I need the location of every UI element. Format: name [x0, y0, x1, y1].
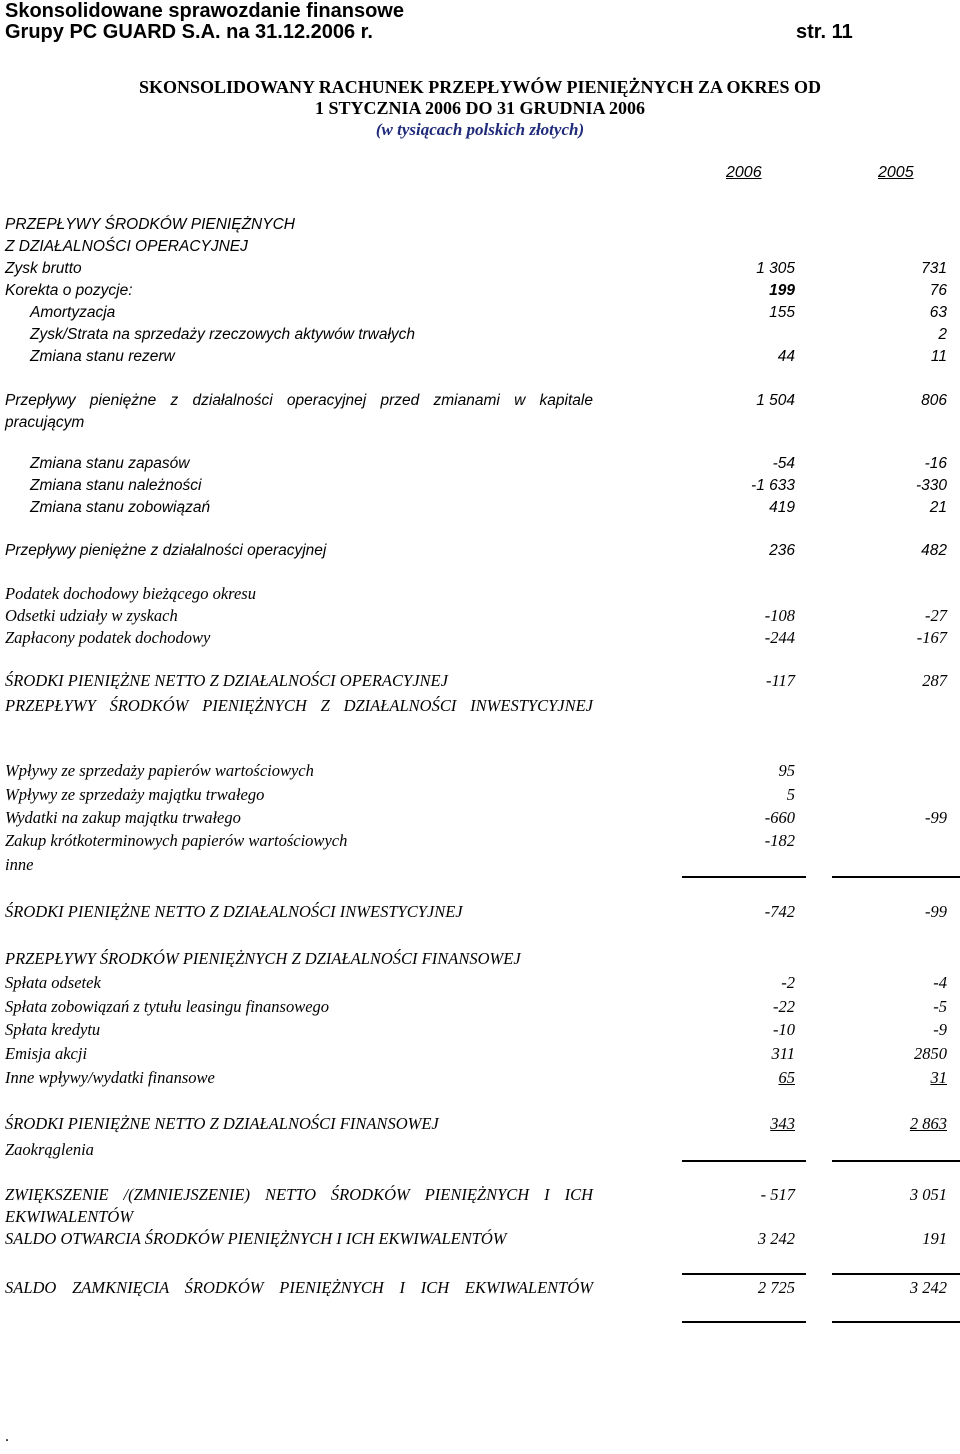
value-2005: 2	[938, 326, 947, 343]
value-2005: -27	[925, 606, 947, 625]
value-2006: 155	[769, 304, 795, 321]
row-label: Zmiana stanu rezerw	[30, 348, 175, 365]
table-row	[0, 302, 960, 324]
table-row	[0, 497, 960, 519]
table-row-total-investing	[0, 901, 960, 923]
row-label: Zmiana stanu zobowiązań	[30, 499, 211, 516]
value-2005: 2850	[914, 1044, 947, 1063]
value-2005: 2 863	[909, 1114, 947, 1133]
table-row-opening-balance	[0, 1228, 960, 1250]
value-2005: -16	[924, 455, 947, 472]
value-2005: 287	[922, 671, 947, 690]
row-label: Wpływy ze sprzedaży papierów wartościowych	[5, 761, 314, 780]
row-label: Zmiana stanu należności	[30, 477, 202, 494]
sum-rule-2006	[682, 1273, 806, 1275]
value-2006: -108	[764, 606, 795, 625]
table-row	[0, 854, 960, 876]
value-2006: - 517	[760, 1185, 795, 1204]
statement-currency-note: (w tysiącach polskich złotych)	[375, 120, 585, 139]
value-2005: 11	[930, 348, 947, 365]
table-row	[0, 453, 960, 475]
table-row	[0, 996, 960, 1018]
value-2006: -2	[781, 973, 795, 992]
row-label: Zapłacony podatek dochodowy	[5, 628, 211, 647]
table-row-total-operating	[0, 670, 960, 692]
value-2006: -1 633	[751, 477, 795, 494]
value-2005: -330	[915, 477, 947, 494]
page-number: str. 11	[796, 21, 853, 43]
section-heading-investing: PRZEPŁYWY ŚRODKÓW PIENIĘŻNYCH Z DZIAŁALNOŚCI INWESTYCYJNEJ	[5, 696, 593, 715]
document-header-company: Grupy PC GUARD S.A. na 31.12.2006 r.	[5, 21, 373, 43]
value-2005: 63	[929, 304, 947, 321]
table-row	[0, 475, 960, 497]
value-2006: 5	[786, 785, 795, 804]
sum-rule-2005	[832, 1321, 960, 1323]
table-row	[0, 627, 960, 649]
row-label: Podatek dochodowy bieżącego okresu	[5, 584, 256, 603]
row-label-closing-balance: SALDO ZAMKNIĘCIA ŚRODKÓW PIENIĘŻNYCH I ICH EKWIWALENTÓW	[5, 1278, 593, 1297]
value-2005: 191	[922, 1229, 947, 1248]
value-2005: 31	[930, 1068, 947, 1087]
value-2006: -182	[764, 831, 795, 850]
table-row	[0, 972, 960, 994]
table-row	[0, 1043, 960, 1065]
sum-rule-2005	[832, 876, 960, 878]
value-2006: 44	[777, 348, 795, 365]
value-2005: -9	[933, 1020, 947, 1039]
row-label-before-working-capital: Przepływy pieniężne z działalności operacyjnej przed zmianami w kapitale pracującym	[5, 392, 593, 431]
row-label: Wpływy ze sprzedaży majątku trwałego	[5, 785, 265, 804]
value-2006: 236	[769, 542, 795, 559]
table-row-total-financing	[0, 1113, 960, 1135]
value-2006: 3 242	[757, 1229, 795, 1248]
table-row	[0, 1019, 960, 1041]
row-label: Odsetki udziały w zyskach	[5, 606, 178, 625]
value-2005: 731	[921, 260, 947, 277]
sum-rule-2006	[682, 876, 806, 878]
table-row	[0, 830, 960, 852]
value-2006: 343	[770, 1114, 795, 1133]
value-2006: 1 305	[756, 260, 795, 277]
row-label: Emisja akcji	[5, 1044, 88, 1063]
section-heading-operating: PRZEPŁYWY ŚRODKÓW PIENIĘŻNYCH	[5, 216, 295, 233]
document-header-title: Skonsolidowane sprawozdanie finansowe	[5, 0, 404, 22]
value-2005: -99	[925, 808, 947, 827]
sum-rule-2006	[682, 1321, 806, 1323]
table-row	[0, 324, 960, 346]
row-label: Zmiana stanu zapasów	[30, 455, 190, 472]
value-2006: 65	[778, 1068, 795, 1087]
table-row	[0, 784, 960, 806]
value-2006: -244	[764, 628, 795, 647]
table-row-net-change	[0, 1184, 960, 1206]
table-row-closing-balance	[0, 1277, 960, 1299]
column-header-2005: 2005	[878, 164, 914, 181]
value-2006: 419	[769, 499, 795, 516]
row-label: Zaokrąglenia	[5, 1140, 94, 1159]
row-label: Amortyzacja	[30, 304, 116, 321]
value-2005: -167	[916, 628, 947, 647]
value-2006: -54	[772, 455, 795, 472]
row-label: ŚRODKI PIENIĘŻNE NETTO Z DZIAŁALNOŚCI INWESTYCYJNEJ	[5, 902, 463, 921]
value-2006: -742	[764, 902, 795, 921]
table-row	[0, 583, 960, 605]
value-2006: -10	[773, 1020, 795, 1039]
sum-rule-2006	[682, 1160, 806, 1162]
value-2005: 3 051	[909, 1185, 947, 1204]
table-row	[0, 605, 960, 627]
table-row	[0, 280, 960, 302]
row-label: Inne wpływy/wydatki finansowe	[5, 1068, 215, 1087]
value-2006: 2 725	[757, 1278, 795, 1297]
row-label: Spłata zobowiązań z tytułu leasingu finansowego	[5, 997, 330, 1016]
row-label: Spłata odsetek	[5, 973, 101, 992]
value-2006: 1 504	[756, 392, 795, 409]
value-2006: -660	[764, 808, 795, 827]
value-2006: 95	[778, 761, 795, 780]
value-2005: 482	[921, 542, 947, 559]
row-label-net-change: ZWIĘKSZENIE /(ZMNIEJSZENIE) NETTO ŚRODKÓW PIENIĘŻNYCH I ICH EKWIWALENTÓW	[5, 1185, 593, 1226]
value-2005: 76	[929, 282, 947, 299]
value-2005: 21	[929, 499, 947, 516]
table-row	[0, 1067, 960, 1089]
row-label: Zakup krótkoterminowych papierów wartościowych	[5, 831, 348, 850]
column-header-2006: 2006	[726, 164, 762, 181]
row-label: Zysk brutto	[5, 260, 82, 277]
value-2005: -4	[933, 973, 947, 992]
table-row-subtotal	[0, 540, 960, 562]
statement-period: 1 STYCZNIA 2006 DO 31 GRUDNIA 2006	[314, 98, 646, 118]
value-2005: 3 242	[909, 1278, 947, 1297]
value-2006: 199	[769, 282, 795, 299]
table-row	[0, 258, 960, 280]
section-heading-financing: PRZEPŁYWY ŚRODKÓW PIENIĘŻNYCH Z DZIAŁALNOŚCI FINANSOWEJ	[5, 949, 521, 968]
row-label: Przepływy pieniężne z działalności operacyjnej	[5, 542, 327, 559]
footer-mark: .	[5, 1428, 9, 1445]
table-row	[0, 346, 960, 368]
table-row	[0, 760, 960, 782]
row-label: Zysk/Strata na sprzedaży rzeczowych aktywów trwałych	[30, 326, 416, 343]
value-2005: -5	[933, 997, 947, 1016]
row-label: Korekta o pozycje:	[5, 282, 133, 299]
row-label: Spłata kredytu	[5, 1020, 101, 1039]
value-2006: -117	[765, 671, 795, 690]
row-label: Wydatki na zakup majątku trwałego	[5, 808, 241, 827]
value-2006: -22	[773, 997, 795, 1016]
statement-title: SKONSOLIDOWANY RACHUNEK PRZEPŁYWÓW PIENIĘŻNYCH ZA OKRES OD	[138, 77, 822, 97]
value-2005: -99	[925, 902, 947, 921]
sum-rule-2005	[832, 1273, 960, 1275]
table-row	[0, 807, 960, 829]
value-2006: 311	[771, 1044, 795, 1063]
row-label: ŚRODKI PIENIĘŻNE NETTO Z DZIAŁALNOŚCI OPERACYJNEJ	[5, 671, 448, 690]
section-heading-operating-2: Z DZIAŁALNOŚCI OPERACYJNEJ	[5, 238, 248, 255]
value-2005: 806	[921, 392, 947, 409]
sum-rule-2005	[832, 1160, 960, 1162]
row-label: ŚRODKI PIENIĘŻNE NETTO Z DZIAŁALNOŚCI FINANSOWEJ	[5, 1114, 439, 1133]
row-label: SALDO OTWARCIA ŚRODKÓW PIENIĘŻNYCH I ICH EKWIWALENTÓW	[5, 1229, 507, 1248]
row-label: inne	[5, 855, 34, 874]
table-row-rounding	[0, 1139, 960, 1161]
